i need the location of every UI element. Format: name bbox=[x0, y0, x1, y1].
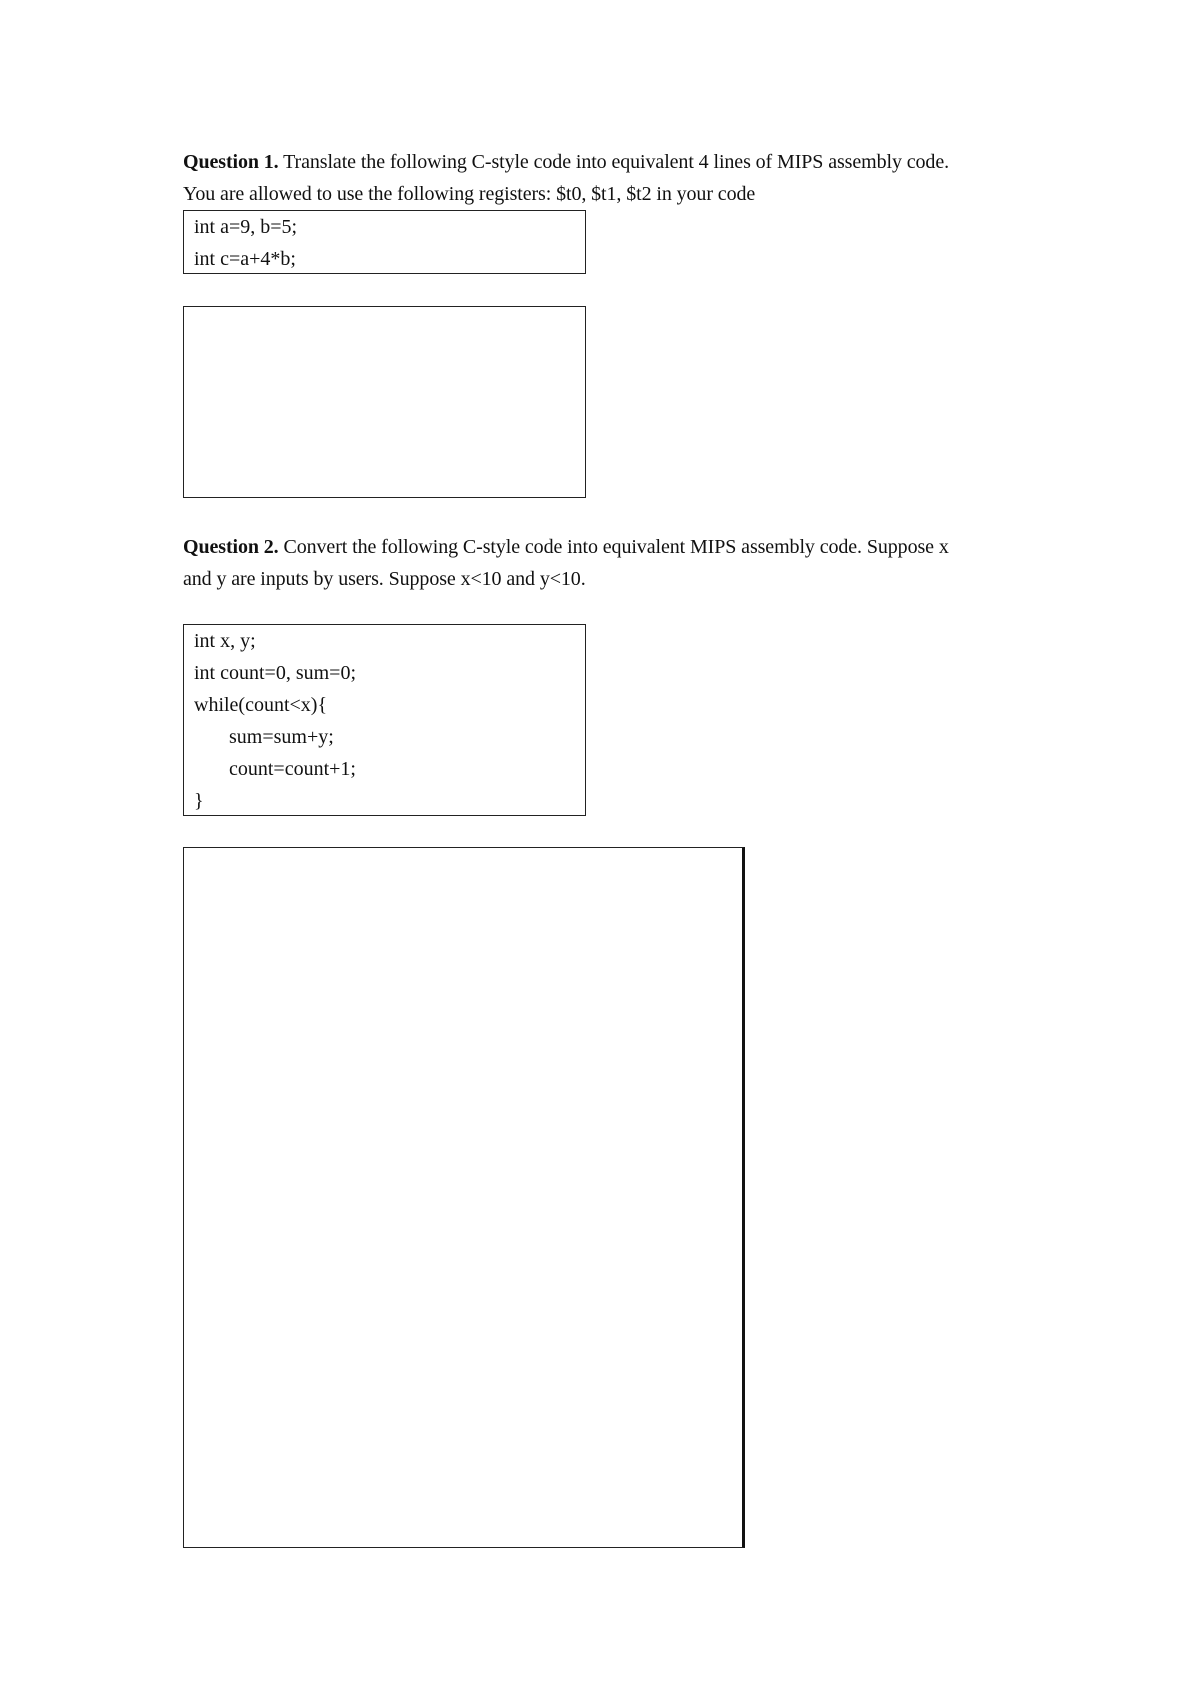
question-2-code-box bbox=[183, 624, 586, 816]
question-1-prompt bbox=[183, 146, 1028, 210]
question-1-label: Question 1. bbox=[183, 151, 279, 173]
question-2-code-line-3: while(count<x){ bbox=[194, 694, 328, 716]
question-1-code-box bbox=[183, 210, 586, 274]
question-2-code-line-6: } bbox=[194, 790, 204, 812]
question-2-answer-box[interactable] bbox=[183, 847, 745, 1548]
question-1-code-line-1: int a=9, b=5; bbox=[194, 216, 298, 238]
question-1-line-1 bbox=[183, 146, 1028, 178]
question-2-prompt bbox=[183, 531, 1028, 595]
question-1-answer-box[interactable] bbox=[183, 306, 586, 498]
question-1-text-line-1: Translate the following C-style code into equivalent 4 lines of MIPS assembly code. bbox=[278, 151, 949, 173]
question-2-label: Question 2. bbox=[183, 536, 279, 558]
question-2-text-line-1: Convert the following C-style code into equivalent MIPS assembly code. Suppose x bbox=[278, 536, 949, 558]
question-1-text-line-2: You are allowed to use the following registers: $t0, $t1, $t2 in your code bbox=[183, 183, 756, 205]
question-2-code-line-5: count=count+1; bbox=[194, 758, 356, 780]
question-2-code-line-4: sum=sum+y; bbox=[194, 726, 334, 748]
question-2-code-line-1: int x, y; bbox=[194, 630, 256, 652]
question-2-line-1 bbox=[183, 531, 1028, 563]
question-1-code-line-2: int c=a+4*b; bbox=[194, 248, 296, 270]
question-2-text-line-2: and y are inputs by users. Suppose x<10 and y<10. bbox=[183, 568, 586, 590]
question-2-code-line-2: int count=0, sum=0; bbox=[194, 662, 357, 684]
